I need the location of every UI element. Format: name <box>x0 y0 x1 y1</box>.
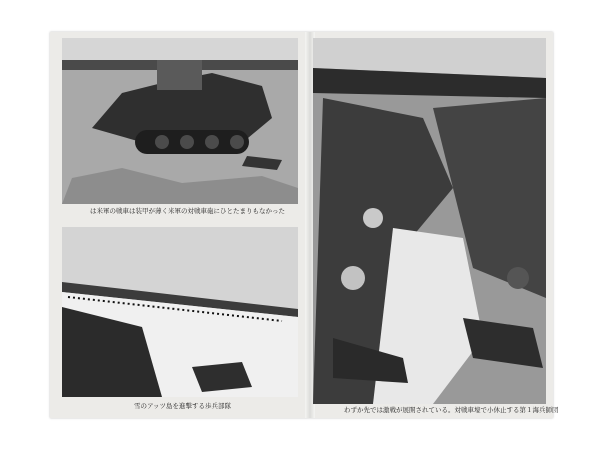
tank-photo-caption: は米軍の戦車は装甲が薄く米軍の対戦車砲にひとたまりもなかった <box>90 207 285 215</box>
trench-photo-caption: わずか先では激戦が展開されている。対戦車壕で小休止する第１海兵師団 <box>344 406 559 414</box>
trench-marines-illustration <box>313 38 546 404</box>
book-spread <box>50 32 559 418</box>
wrecked-tank-photo <box>62 38 298 204</box>
wrecked-tank-illustration <box>62 38 298 204</box>
trench-marines-photo <box>313 38 546 404</box>
snow-march-illustration <box>62 227 298 397</box>
snow-march-photo <box>62 227 298 397</box>
snow-photo-caption: 雪のアッツ島を進撃する歩兵部隊 <box>134 402 232 410</box>
